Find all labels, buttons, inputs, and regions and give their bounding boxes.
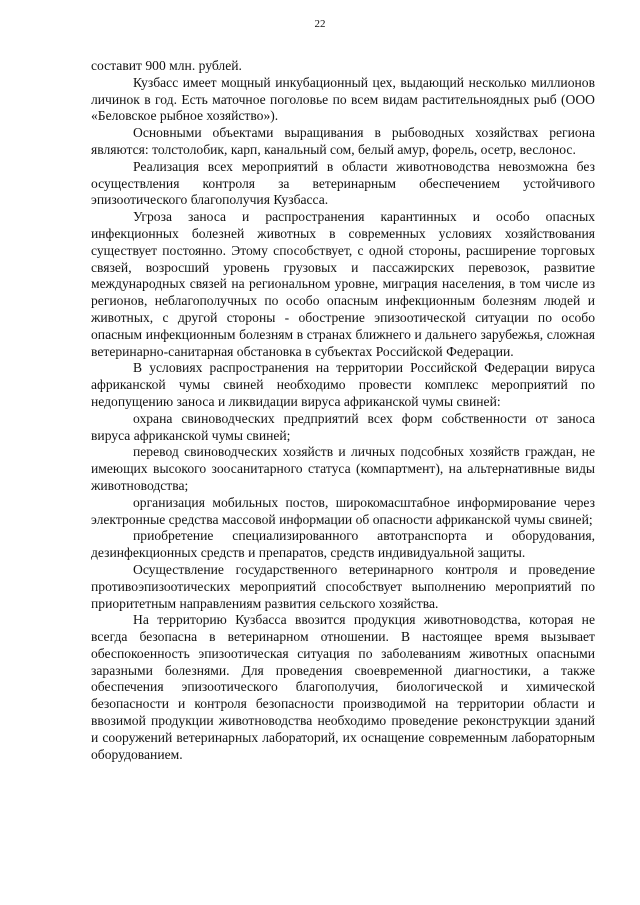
list-item-protection: охрана свиноводческих предприятий всех форм собственности от заноса вируса африканской чумы свиней; bbox=[91, 410, 595, 443]
paragraph-continuation: составит 900 млн. рублей. bbox=[91, 58, 242, 73]
paragraph-asf-measures: В условиях распространения на территории Российской Федерации вируса африканской чумы свиней необходимо провести комплекс мероприятий по недопущению заноса и ликвидации вируса африканской чумы свиней: bbox=[91, 360, 595, 409]
paragraph-incubation: Кузбасс имеет мощный инкубационный цех, выдающий несколько миллионов личинок в год. Есть маточное поголовье по всем видам растительноядных рыб (ООО «Беловское рыбное хозяйство»). bbox=[91, 74, 595, 124]
list-item-mobile-posts: организация мобильных постов, широкомасштабное информирование через электронные средства массовой информации об опасности африканской чумы свиней; bbox=[91, 494, 595, 527]
paragraph-fish-species: Основными объектами выращивания в рыбоводных хозяйствах региона являются: толстолобик, карп, канальный сом, белый амур, форель, осетр, веслонос. bbox=[91, 125, 595, 157]
list-item-equipment: приобретение специализированного автотранспорта и оборудования, дезинфекционных средств и препаратов, средств индивидуальной защиты. bbox=[91, 528, 595, 561]
page-number: 22 bbox=[314, 18, 326, 30]
paragraph-threat: Угроза заноса и распространения карантинных и особо опасных инфекционных болезней животных в современных условиях хозяйствования существует постоянно. Этому способствует, с одной стороны, расширение торговых связей, возросший уровень грузовых и пассажирских перевозок, развитие международных связей на региональном уровне, миграция населения, в том числе из регионов, неблагополучных по особо опасным инфекционным болезням людей и животных, с другой стороны - обострение эпизоотической ситуации по особо опасным инфекционным болезням в странах ближнего и дальнего зарубежья, сложная ветеринарно-санитарная обстановка в субъектах Российской Федерации. bbox=[91, 209, 595, 359]
list-item-conversion: перевод свиноводческих хозяйств и личных подсобных хозяйств граждан, не имеющих высокого зоосанитарного статуса (компартмент), на альтернативные виды животноводства; bbox=[91, 444, 595, 493]
paragraph-state-control: Осуществление государственного ветеринарного контроля и проведение противоэпизоотических мероприятий способствует выполнению мероприятий по приоритетным направлениям развития сельского хозяйства. bbox=[91, 561, 595, 611]
paragraph-veterinary-control: Реализация всех мероприятий в области животноводства невозможна без осуществления контроля за ветеринарным обеспечением устойчивого эпизоотического благополучия Кузбасса. bbox=[91, 158, 595, 208]
document-body bbox=[91, 58, 595, 763]
paragraph-imports: На территорию Кузбасса ввозится продукция животноводства, которая не всегда безопасна в ветеринарном отношении. В настоящее время вызывает обеспокоенность эпизоотическая ситуация по заболеваниям животных опасными заразными болезнями. Для проведения своевременной диагностики, а также обеспечения эпизоотического благополучия, биологической и химической безопасности и контроля безопасности производимой на территории области и ввозимой продукции животноводства необходимо проведение реконструкции зданий и сооружений ветеринарных лабораторий, их оснащение современным лабораторным оборудованием. bbox=[91, 612, 595, 762]
